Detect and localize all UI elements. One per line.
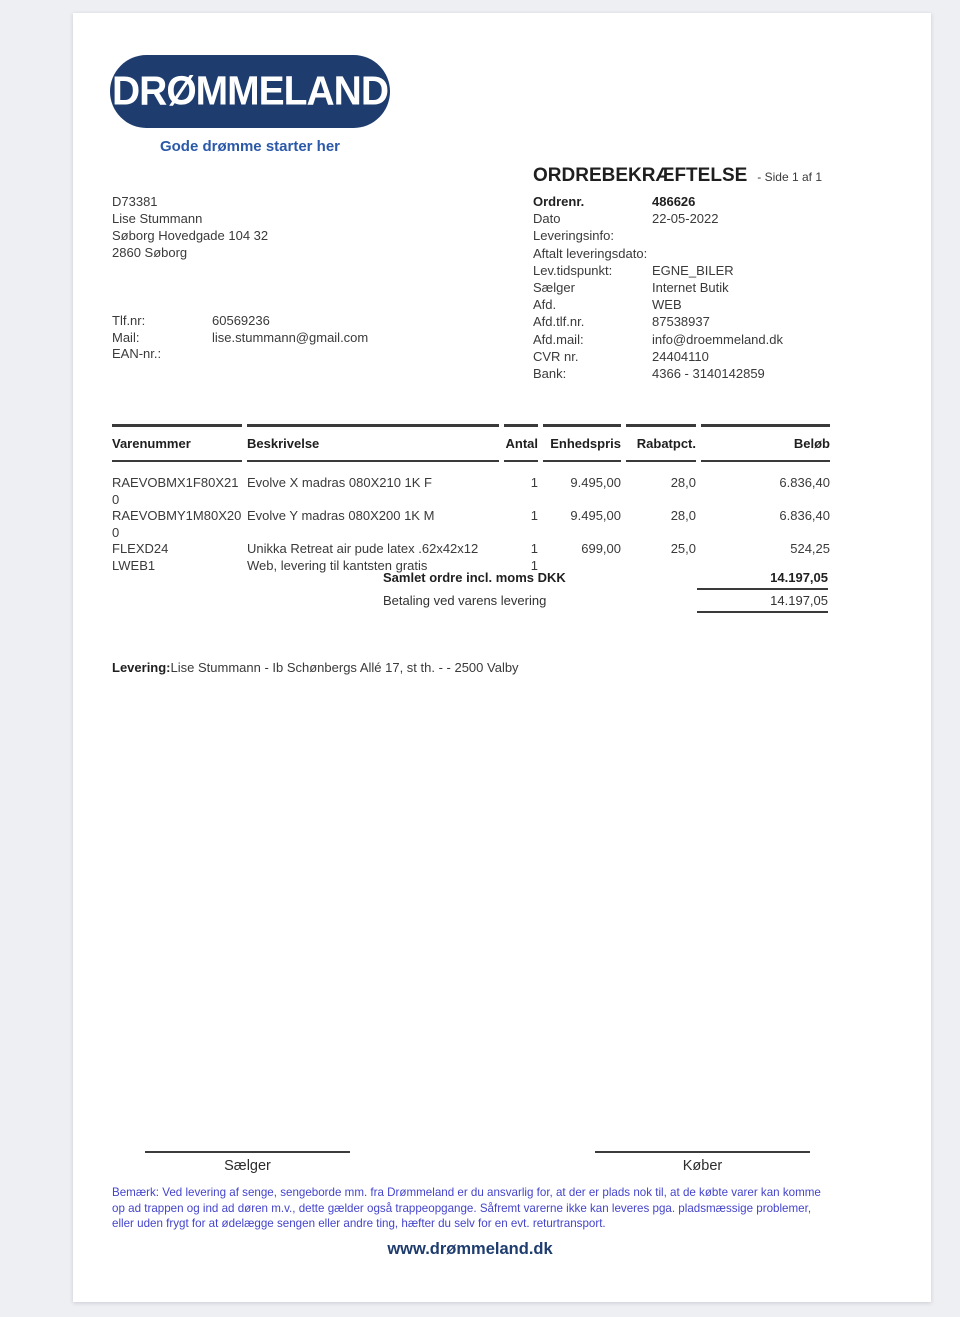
order-value: WEB — [652, 297, 682, 313]
item-unit-price: 9.495,00 — [570, 508, 621, 523]
order-row-saelger — [533, 279, 783, 296]
order-value: 87538937 — [652, 314, 710, 330]
customer-id: D73381 — [112, 194, 158, 209]
item-quantity: 1 — [530, 557, 538, 573]
item-quantity: 1 — [530, 475, 538, 490]
order-label: Afd.tlf.nr. — [533, 314, 585, 330]
item-sku: FLEXD24 — [112, 541, 169, 556]
items-table — [107, 424, 835, 574]
contact-value: lise.stummann@gmail.com — [212, 329, 369, 345]
table-row — [112, 508, 830, 541]
delivery-line — [112, 660, 519, 675]
contact-value: 60569236 — [212, 313, 270, 328]
contact-label: EAN-nr.: — [112, 346, 162, 361]
brand-logo — [110, 55, 390, 128]
item-sku: RAEVOBMX1F80X210 — [112, 475, 239, 507]
item-discount-pct: 25,0 — [670, 541, 696, 556]
contact-row-phone — [112, 313, 368, 330]
total-row-incl-moms — [110, 567, 833, 590]
order-row-bank — [533, 365, 783, 382]
item-quantity: 1 — [530, 508, 538, 523]
order-row-cvr — [533, 348, 783, 365]
order-value: Internet Butik — [652, 280, 729, 296]
column-header-antal: Antal — [504, 424, 538, 462]
order-value: 24404110 — [652, 348, 709, 364]
customer-address-line2: 2860 Søborg — [112, 245, 188, 260]
item-discount-pct: 28,0 — [670, 475, 696, 490]
item-amount: 6.836,40 — [779, 475, 830, 490]
customer-address-line1: Søborg Hovedgade 104 32 — [112, 228, 269, 243]
order-row-afd-tlf — [533, 313, 783, 330]
column-header-beloeb: Beløb — [701, 424, 830, 462]
order-value: 22-05-2022 — [652, 211, 719, 227]
delivery-value: Lise Stummann - Ib Schønbergs Allé 17, st th. - - 2500 Valby — [170, 660, 519, 675]
document-title: ORDREBEKRÆFTELSE — [533, 165, 748, 186]
order-value: 4366 - 3140142859 — [652, 366, 765, 382]
order-label: Aftalt leveringsdato: — [533, 245, 648, 261]
buyer-signature-label: Køber — [682, 1158, 723, 1174]
item-discount-pct: 28,0 — [670, 508, 696, 523]
contact-row-mail — [112, 330, 368, 347]
order-row-afd — [533, 296, 783, 313]
document-page — [73, 13, 931, 1302]
item-sku: LWEB1 — [112, 557, 156, 573]
item-description: Web, levering til kantsten gratis — [247, 557, 428, 573]
item-sku: RAEVOBMY1M80X200 — [112, 508, 242, 540]
contact-label: Mail: — [112, 329, 140, 345]
order-label: Sælger — [533, 280, 575, 296]
order-label: CVR nr. — [533, 348, 579, 364]
order-row-leveringsinfo — [533, 227, 783, 244]
item-description: Evolve Y madras 080X200 1K M — [247, 508, 435, 523]
order-row-dato — [533, 210, 783, 227]
order-row-aftalt-leveringsdato — [533, 245, 783, 262]
brand-tagline: Gode drømme starter her — [159, 138, 341, 155]
total-label: Samlet ordre incl. moms DKK — [383, 570, 566, 585]
customer-contact-block — [112, 313, 368, 363]
order-row-afd-mail — [533, 331, 783, 348]
items-table-header-row — [112, 424, 830, 462]
order-label: Lev.tidspunkt: — [533, 262, 613, 278]
order-label: Bank: — [533, 366, 567, 382]
column-header-enhedspris: Enhedspris — [543, 424, 621, 462]
total-label: Betaling ved varens levering — [383, 593, 547, 608]
order-label: Dato — [533, 211, 561, 227]
seller-signature-line — [145, 1151, 350, 1153]
table-row — [112, 541, 830, 558]
delivery-label: Levering: — [112, 660, 171, 675]
item-amount: 6.836,40 — [779, 508, 830, 523]
page-indicator: - Side 1 af 1 — [757, 170, 823, 184]
order-value: EGNE_BILER — [652, 262, 734, 278]
order-title-row — [533, 165, 822, 187]
order-label: Afd.mail: — [533, 331, 584, 347]
total-amount: 14.197,05 — [697, 590, 828, 613]
website-url: www.drømmeland.dk — [387, 1240, 553, 1258]
order-label: Ordrenr. — [533, 194, 585, 209]
contact-label: Tlf.nr: — [112, 313, 146, 328]
item-description: Evolve X madras 080X210 1K F — [247, 475, 432, 490]
item-unit-price: 9.495,00 — [570, 475, 621, 490]
item-quantity: 1 — [530, 541, 538, 556]
order-row-ordrenr — [533, 193, 783, 210]
total-row-betaling — [110, 590, 833, 613]
item-amount: 524,25 — [790, 541, 830, 556]
order-label: Leveringsinfo: — [533, 228, 614, 244]
delivery-notice-text: Bemærk: Ved levering af senge, sengeborde mm. fra Drømmeland er du ansvarlig for, at der er plads nok til, at de købte varer kan komme op ad trappen og ind ad døren m.v., dette gælder også trappeopgange. Såfremt varerne ikke kan leveres pga. pladsmæssige problemer, eller uden frygt for at ødelægge sengen eller andre ting, hæfter du selv for en evt. returtransport. — [112, 1186, 821, 1230]
total-amount: 14.197,05 — [697, 567, 828, 590]
seller-signature-label: Sælger — [224, 1158, 271, 1174]
customer-name: Lise Stummann — [112, 211, 203, 226]
order-value: info@droemmeland.dk — [652, 331, 783, 347]
totals-block — [110, 567, 833, 613]
item-unit-price: 699,00 — [581, 541, 621, 556]
order-row-lev-tidspunkt — [533, 262, 783, 279]
column-header-beskrivelse: Beskrivelse — [247, 424, 499, 462]
order-value: 486626 — [652, 194, 696, 209]
order-info-block — [533, 193, 783, 382]
item-description: Unikka Retreat air pude latex .62x42x12 — [247, 541, 479, 556]
brand-logo-text: DRØMMELAND — [112, 68, 388, 114]
contact-row-ean — [112, 346, 368, 363]
customer-address-block — [112, 193, 268, 261]
table-row — [112, 462, 830, 508]
column-header-varenummer: Varenummer — [112, 424, 242, 462]
order-label: Afd. — [533, 297, 557, 313]
buyer-signature-line — [595, 1151, 810, 1153]
column-header-rabatpct: Rabatpct. — [626, 424, 696, 462]
